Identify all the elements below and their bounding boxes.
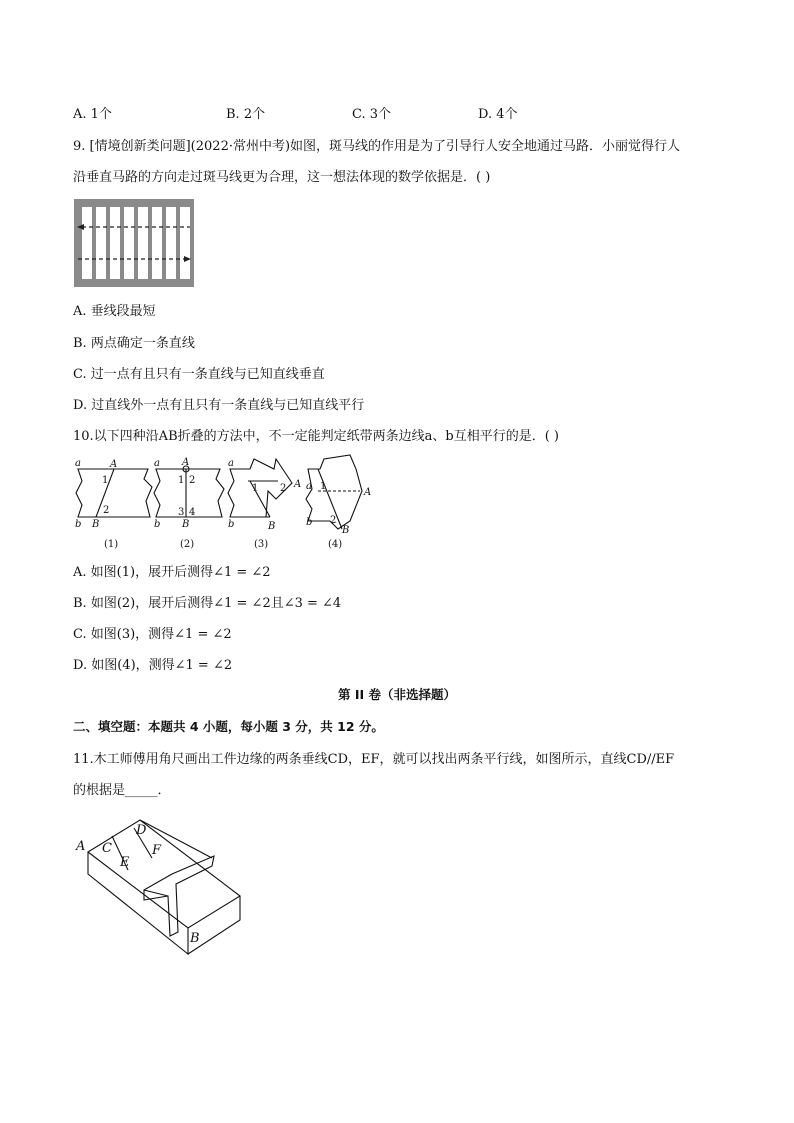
fig2-label-4: 4 <box>189 507 196 518</box>
q8-option-d: D. 4个 <box>478 107 518 122</box>
fig2-label-b: b <box>154 519 161 530</box>
q8-option-c: C. 3个 <box>352 107 392 122</box>
q11-stem-line2: 的根据是_____． <box>73 783 171 798</box>
q11-label-F: F <box>152 843 162 858</box>
fig2-label-a: a <box>154 458 160 469</box>
fig2-label-2: 2 <box>189 475 196 486</box>
q10-stem: 10.以下四种沿AB折叠的方法中，不一定能判定纸带两条边线a、b互相平行的是．( ) <box>73 429 559 444</box>
q11-stem-line1: 11.木工师傅用角尺画出工件边缘的两条垂线CD，EF，就可以找出两条平行线，如图所示，直线CD//EF <box>73 752 675 767</box>
section-title: 第 II 卷（非选择题） <box>337 687 456 702</box>
folding-figures <box>70 455 370 553</box>
q10-option-b: B. 如图(2)，展开后测得∠1 = ∠2且∠3 = ∠4 <box>73 596 342 611</box>
fold-figure-1 <box>76 469 152 517</box>
fig4-caption: (4) <box>328 539 343 550</box>
fig3-label-B: B <box>268 521 276 532</box>
q10-option-c: C. 如图(3)，测得∠1 = ∠2 <box>73 627 232 642</box>
q9-stem-line2: 沿垂直马路的方向走过斑马线更为合理，这一想法体现的数学依据是．( ) <box>73 170 491 185</box>
fig4-label-1: 1 <box>320 481 327 492</box>
q11-label-A: A <box>76 839 86 854</box>
q11-label-C: C <box>102 841 112 856</box>
fill-in-header: 二、填空题：本题共 4 小题，每小题 3 分，共 12 分。 <box>73 719 384 734</box>
fig4-label-a: a <box>306 481 312 492</box>
fig1-caption: (1) <box>104 539 119 550</box>
fig2-label-A: A <box>182 457 190 468</box>
q9-option-c: C. 过一点有且只有一条直线与已知直线垂直 <box>73 367 325 382</box>
q9-option-a: A. 垂线段最短 <box>73 304 156 319</box>
q10-option-d: D. 如图(4)，测得∠1 = ∠2 <box>73 658 233 673</box>
fig1-label-2: 2 <box>103 505 110 516</box>
fig1-label-B: B <box>92 519 100 530</box>
q11-label-B: B <box>190 931 200 946</box>
fig2-label-B: B <box>182 519 190 530</box>
carpenter-square-figure <box>74 814 244 964</box>
fig3-label-a: a <box>228 458 234 469</box>
q9-stem-line1: 9. [情境创新类问题](2022·常州中考)如图，斑马线的作用是为了引导行人安全地通过马路．小丽觉得行人 <box>73 139 681 154</box>
fig2-label-1: 1 <box>178 475 185 486</box>
q9-option-b: B. 两点确定一条直线 <box>73 336 195 351</box>
zebra-crossing-figure <box>74 199 194 287</box>
fig4-label-B: B <box>342 525 350 536</box>
q9-option-d: D. 过直线外一点有且只有一条直线与已知直线平行 <box>73 398 365 413</box>
q8-option-a: A. 1个 <box>73 107 112 122</box>
fig4-label-2: 2 <box>330 515 337 526</box>
fig3-label-1: 1 <box>252 483 259 494</box>
q11-label-D: D <box>136 823 147 838</box>
fig4-label-b: b <box>306 517 313 528</box>
fig1-label-1: 1 <box>102 475 109 486</box>
fig3-caption: (3) <box>254 539 269 550</box>
fig3-label-A: A <box>294 479 302 490</box>
fig1-label-b: b <box>75 519 82 530</box>
q11-label-E: E <box>120 855 130 870</box>
fig2-label-3: 3 <box>178 507 185 518</box>
fig1-label-a: a <box>75 458 81 469</box>
fig4-label-A: A <box>364 487 372 498</box>
fig3-label-2: 2 <box>280 483 287 494</box>
q10-option-a: A. 如图(1)，展开后测得∠1 = ∠2 <box>73 565 271 580</box>
fig2-caption: (2) <box>180 539 195 550</box>
q8-option-b: B. 2个 <box>226 107 266 122</box>
fig1-label-A: A <box>110 459 118 470</box>
fig3-label-b: b <box>228 519 235 530</box>
